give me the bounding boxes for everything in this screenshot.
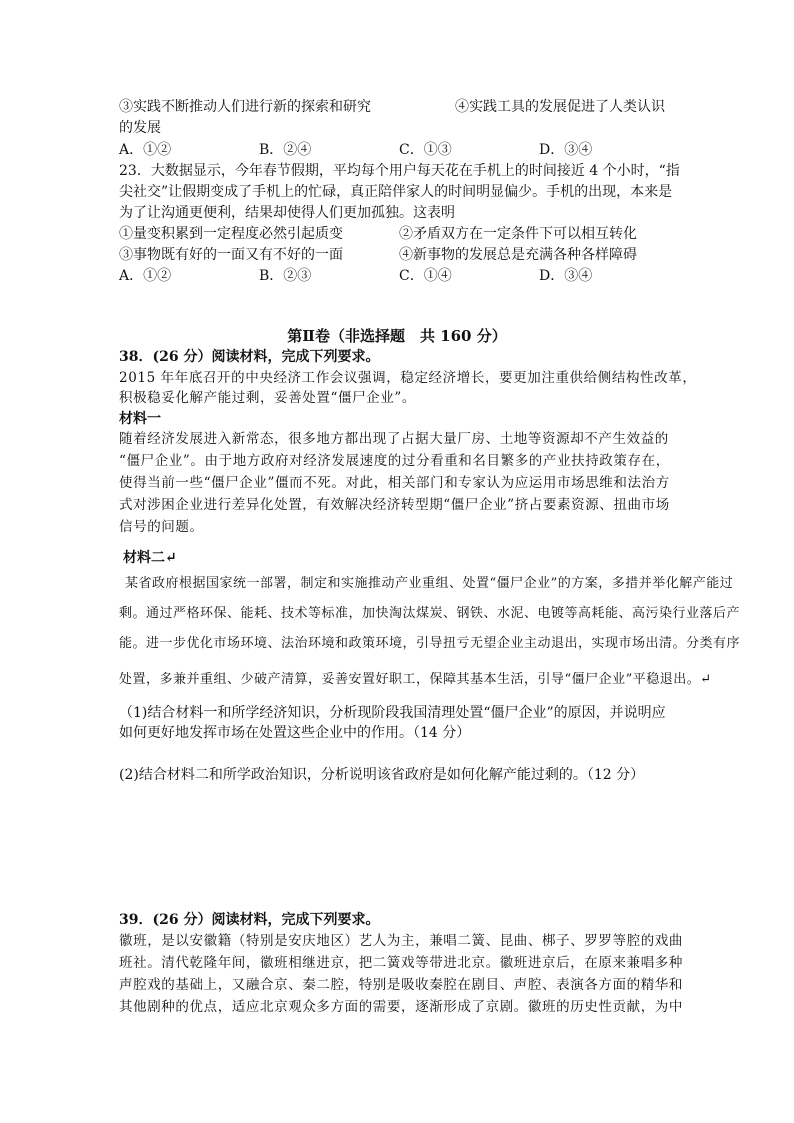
q38-intro-line: 2015 年年底召开的中央经济工作会议强调，稳定经济增长，要更加注重供给侧结构性改革， — [119, 370, 697, 386]
q22-option-b: B．②④ — [259, 142, 312, 158]
q22-option-a: A．①② — [119, 142, 172, 158]
q23-option-b: B．②③ — [259, 268, 312, 284]
q38-material-2-line: 能。进一步优化市场环境、法治环境和政策环境，引导扭亏无望企业主动退出，实现市场出清。分类有序 — [119, 636, 741, 651]
q23-statement-3: ③事物既有好的一面又有不好的一面 — [119, 247, 343, 263]
q22-option-c: C．①③ — [399, 142, 452, 158]
q38-question-1: （1)结合材料一和所学经济知识，分析现阶段我国清理处置“僵尸企业”的原因，并说明应 — [119, 705, 666, 721]
q38-material-2-line: 剩。通过严格环保、能耗、技术等标准，加快淘汰煤炭、钢铁、水泥、电镀等高耗能、高污染行业落后产 — [119, 606, 741, 621]
q23-statement-1: ①量变积累到一定程度必然引起质变 — [119, 226, 343, 242]
q22-option-d: D．③④ — [539, 142, 593, 158]
q38-material-1-line: 信号的问题。 — [119, 519, 204, 535]
q38-material-1-line: 随着经济发展进入新常态，很多地方都出现了占据大量厂房、土地等资源却不产生效益的 — [119, 431, 669, 447]
q38-material-2-title: 材料二↵ — [123, 550, 177, 566]
q39-text-line: 声腔戏的基础上，又融合京、秦二腔，特别是吸收秦腔在剧目、声腔、表演各方面的精华和 — [119, 977, 683, 993]
q22-statement-4: ④实践工具的发展促进了人类认识 — [455, 99, 665, 115]
q39-text-line: 徽班，是以安徽籍（特别是安庆地区）艺人为主，兼唱二簧、昆曲、梆子、罗罗等腔的戏曲 — [119, 933, 683, 949]
q39-text-line: 班社。清代乾隆年间，徽班相继进京，把二簧戏等带进北京。徽班进京后，在原来兼唱多种 — [119, 955, 683, 971]
q22-statement-3: ③实践不断推动人们进行新的探索和研究 — [119, 99, 371, 115]
section-title: 第Ⅱ卷（非选择题 共 160 分） — [287, 327, 507, 345]
q38-question-2: (2)结合材料二和所学政治知识，分析说明该省政府是如何化解产能过剩的。（12 分） — [119, 767, 645, 783]
q38-material-2-line: 处置，多兼并重组、少破产清算，妥善安置好职工，保障其基本生活，引导“僵尸企业”平稳退出。↵ — [119, 672, 712, 687]
q38-material-1-line: 式对涉困企业进行差异化处置，有效解决经济转型期“僵尸企业”挤占要素资源、扭曲市场 — [119, 497, 670, 513]
q23-option-c: C．①④ — [399, 268, 452, 284]
q23-statement-2: ②矛盾双方在一定条件下可以相互转化 — [399, 226, 637, 242]
q23-stem-line: 23．大数据显示，今年春节假期，平均每个用户每天花在手机上的时间接近 4 个小时，“指 — [119, 163, 680, 179]
q38-material-1-line: 使得当前一些“僵尸企业”僵而不死。对此，相关部门和专家认为应运用市场思维和法治方 — [119, 475, 670, 491]
q23-option-d: D．③④ — [539, 268, 593, 284]
q23-stem-line: 为了让沟通更便利，结果却使得人们更加孤独。这表明 — [119, 205, 455, 221]
q38-intro-line: 积极稳妥化解产能过剩，妥善处置“僵尸企业”。 — [119, 390, 417, 406]
q38-material-1-title: 材料一 — [119, 411, 161, 427]
q38-material-2-line: 某省政府根据国家统一部署，制定和实施推动产业重组、处置“僵尸企业”的方案，多措并举化解产能过 — [125, 576, 734, 591]
q38-question-1-cont: 如何更好地发挥市场在处置这些企业中的作用。（14 分） — [119, 725, 471, 741]
q23-option-a: A．①② — [119, 268, 172, 284]
q39-header: 39．(26 分）阅读材料，完成下列要求。 — [119, 912, 380, 928]
q23-statement-4: ④新事物的发展总是充满各种各样障碍 — [399, 247, 637, 263]
q23-stem-line: 尖社交”让假期变成了手机上的忙碌，真正陪伴家人的时间明显偏少。手机的出现，本来是 — [119, 184, 673, 200]
q39-text-line: 其他剧种的优点，适应北京观众多方面的需要，逐渐形成了京剧。徽班的历史性贡献，为中 — [119, 999, 683, 1015]
q38-header: 38．(26 分）阅读材料，完成下列要求。 — [119, 349, 380, 365]
q38-material-1-line: “僵尸企业”。由于地方政府对经济发展速度的过分看重和名目繁多的产业扶持政策存在， — [119, 453, 670, 469]
q22-statement-4-cont: 的发展 — [119, 120, 161, 136]
